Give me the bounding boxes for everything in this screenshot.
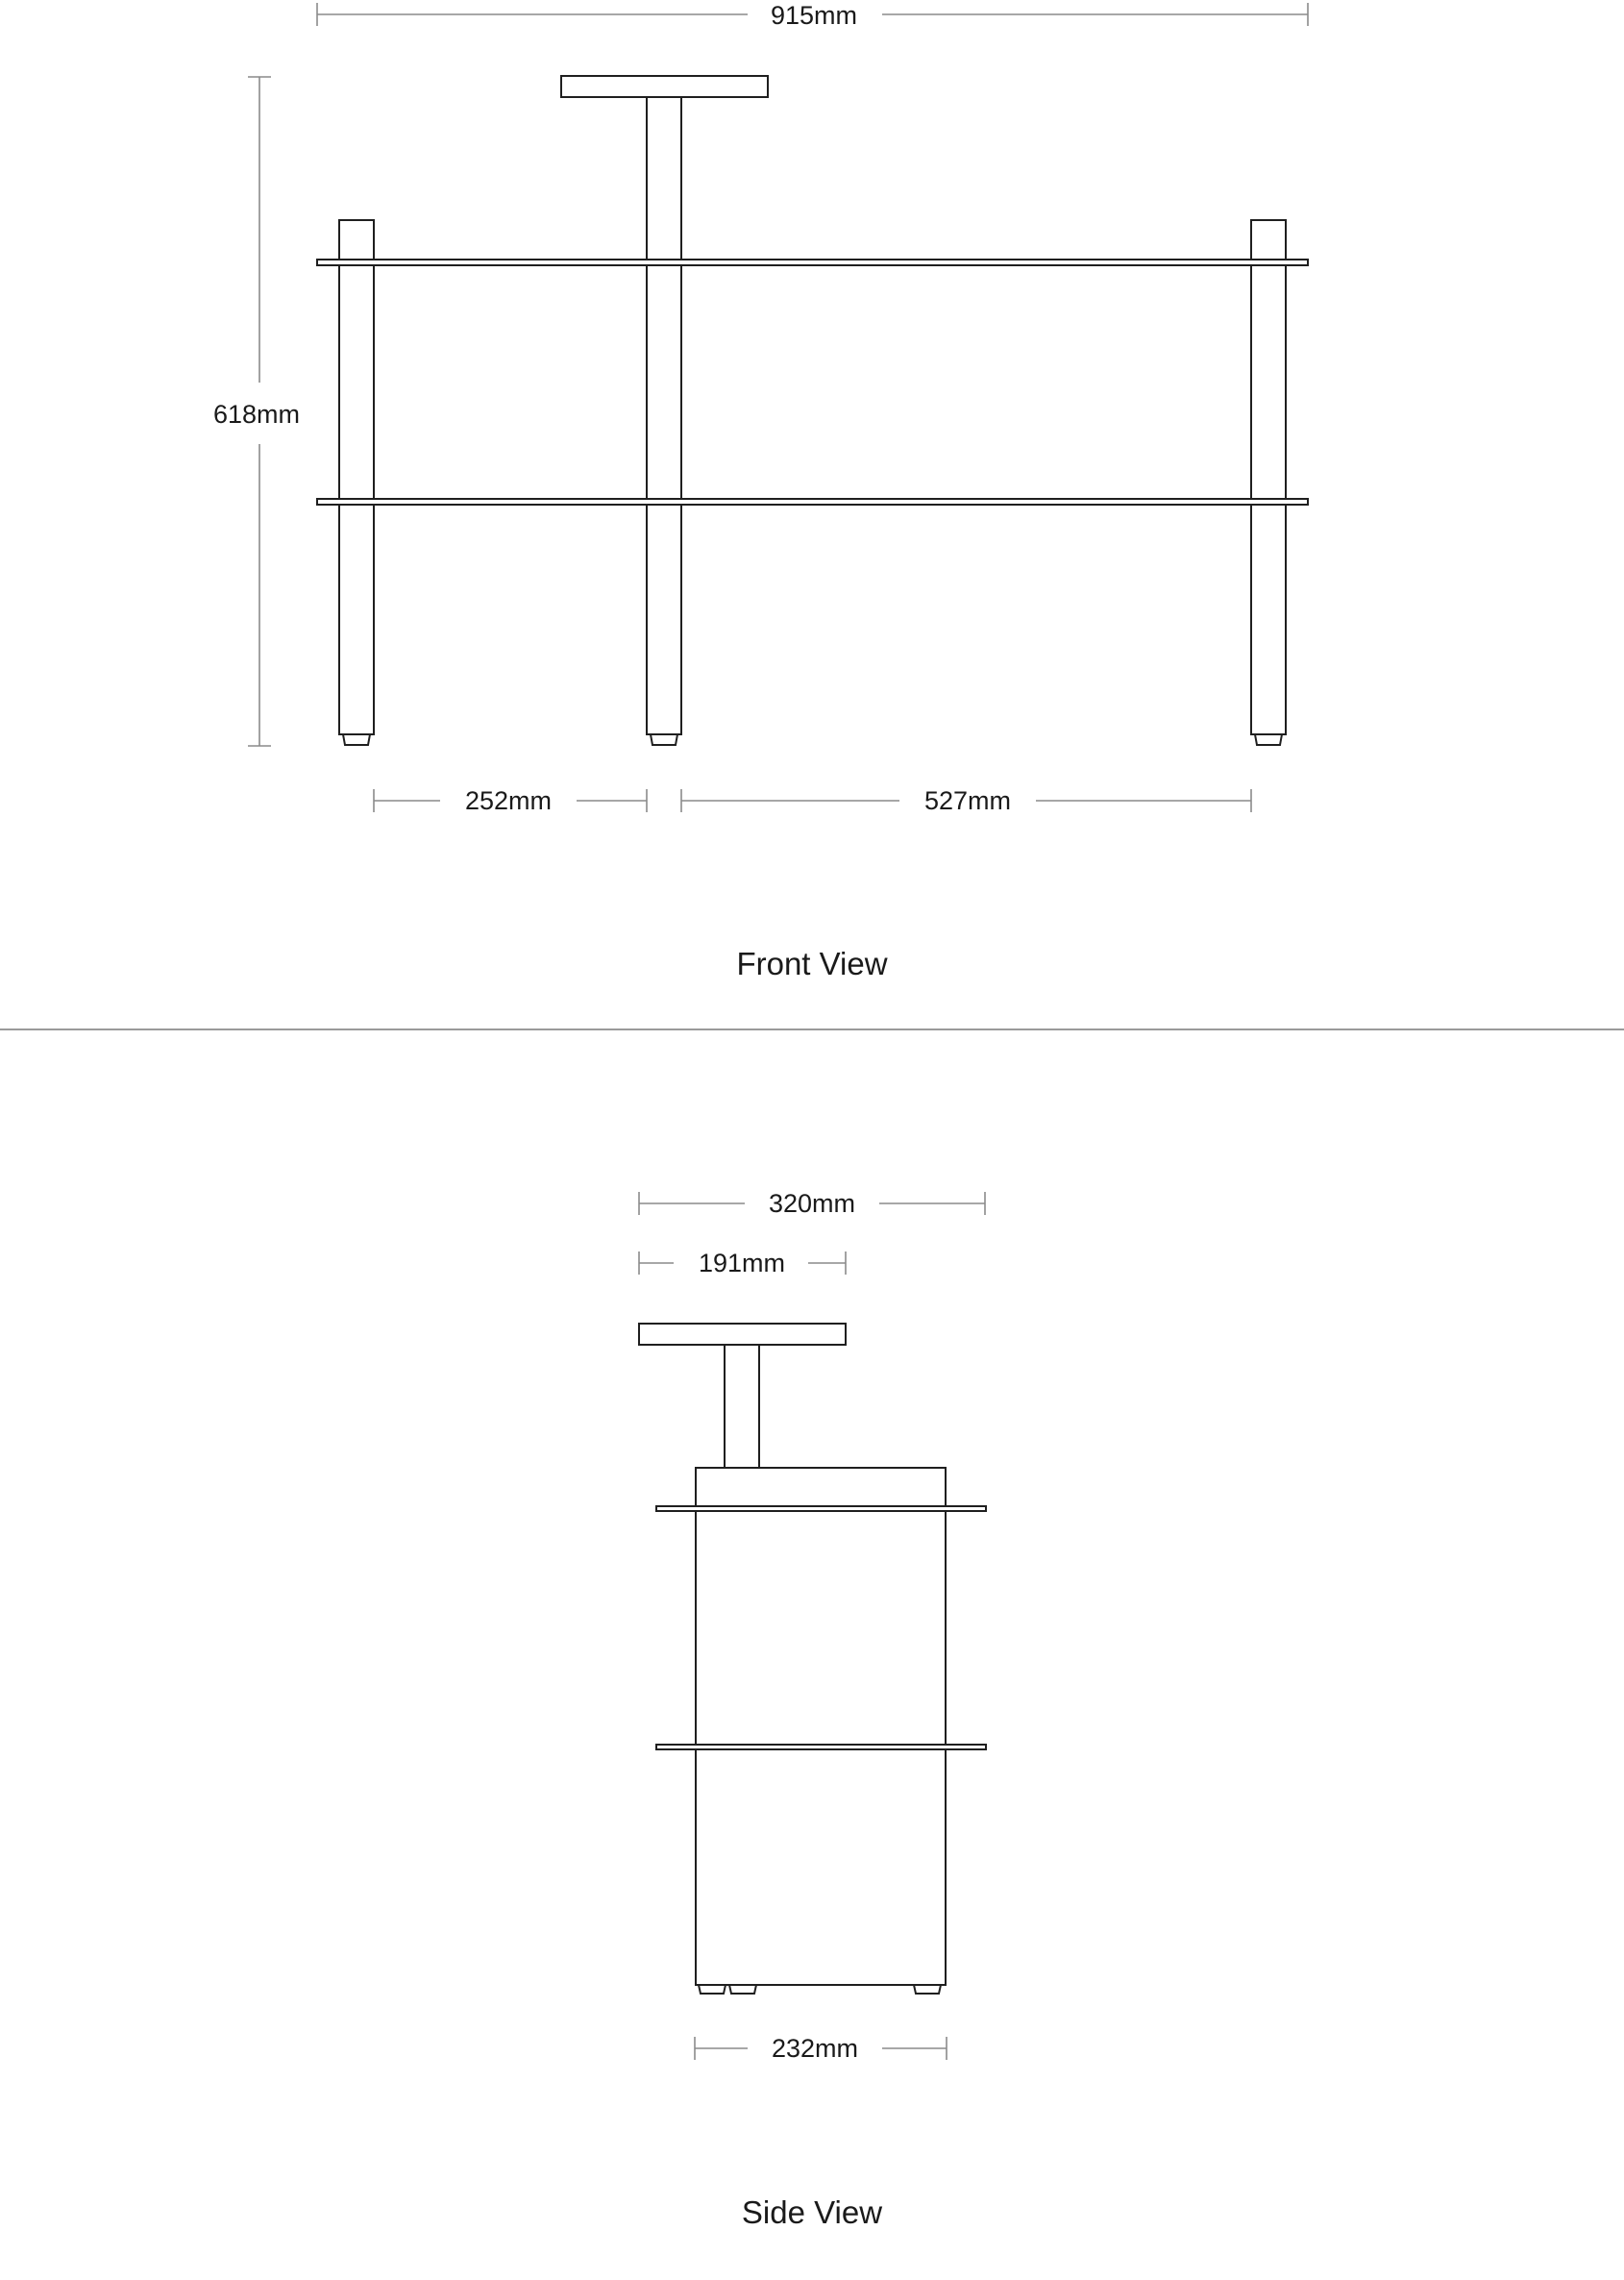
side-post (725, 1345, 759, 1468)
dimension-overall-height (213, 77, 300, 746)
side-view (639, 1189, 986, 2230)
dimension-label-left-span: 252mm (464, 786, 553, 815)
dimension-overall-width (317, 1, 1308, 30)
side-foot-3 (914, 1985, 941, 1994)
dimension-top-depth (639, 1249, 846, 1277)
top-plate (561, 76, 768, 97)
upper-shelf (317, 260, 1308, 265)
dimension-label-overall-height: 618mm (212, 400, 301, 429)
dimension-base-depth (695, 2034, 947, 2063)
left-post (339, 220, 374, 734)
center-post (647, 97, 681, 734)
right-foot (1255, 734, 1282, 745)
side-top-plate (639, 1324, 846, 1345)
dimension-label-top-depth: 191mm (698, 1249, 786, 1277)
right-post (1251, 220, 1286, 734)
side-upper-shelf (656, 1506, 986, 1511)
dimension-label-right-span: 527mm (923, 786, 1012, 815)
side-lower-shelf (656, 1745, 986, 1749)
dimension-right-span (681, 786, 1251, 815)
side-foot-2 (729, 1985, 756, 1994)
dimension-left-span (374, 786, 647, 815)
side-body (696, 1468, 946, 1985)
dimension-overall-depth (639, 1189, 985, 1218)
side-foot-1 (699, 1985, 726, 1994)
left-foot (343, 734, 370, 745)
front-view (213, 1, 1308, 981)
lower-shelf (317, 499, 1308, 505)
dimension-label-overall-width: 915mm (770, 1, 858, 30)
side-view-caption: Side View (741, 2194, 883, 2230)
center-foot (651, 734, 677, 745)
dimension-label-base-depth: 232mm (771, 2034, 859, 2063)
front-view-caption: Front View (736, 946, 888, 981)
dimension-label-overall-depth: 320mm (768, 1189, 856, 1218)
